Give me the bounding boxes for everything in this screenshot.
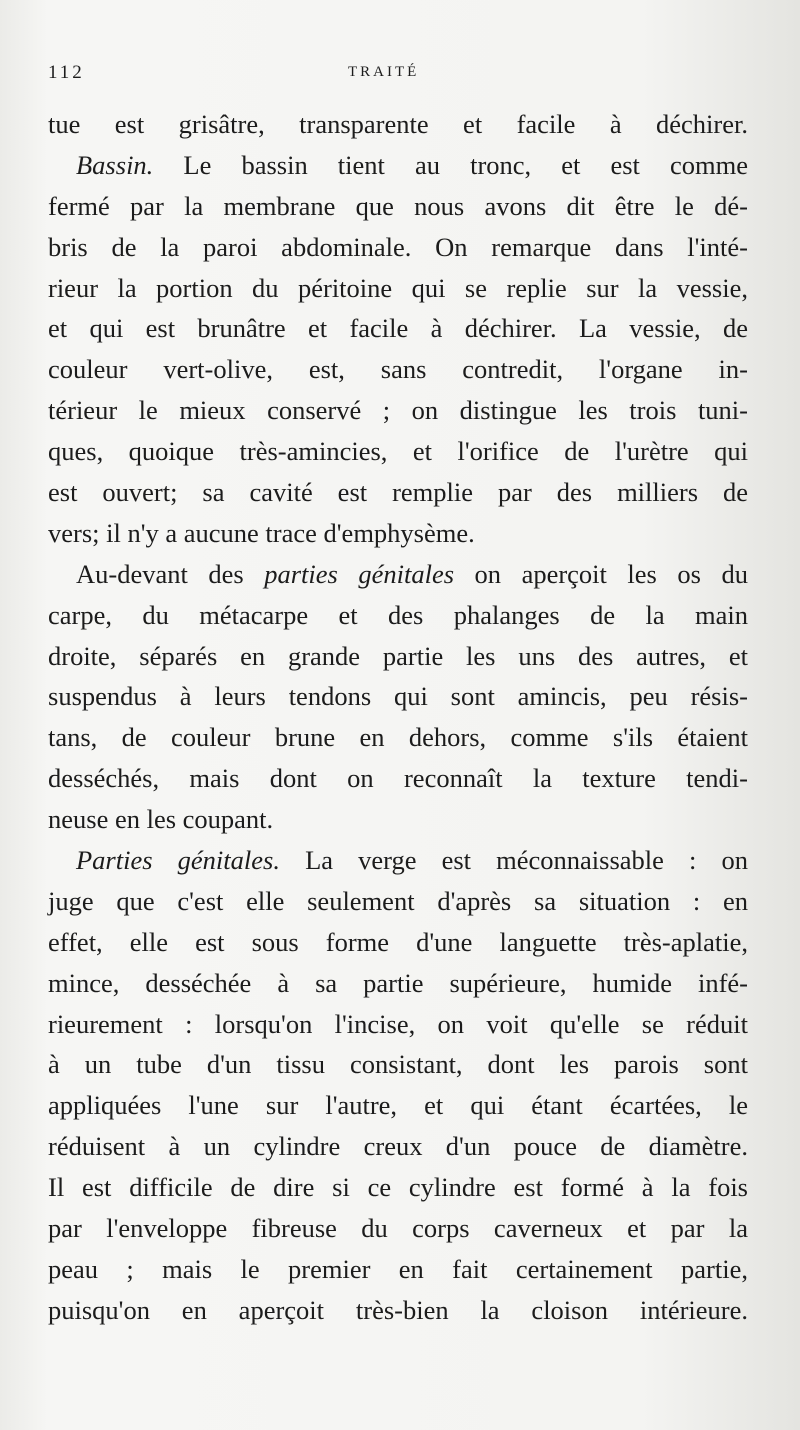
text-line-24: à un tube d'un tissu consistant, dont les parois sont — [48, 1049, 748, 1080]
text-line-13: carpe, du métacarpe et des phalanges de la main — [48, 599, 748, 630]
text-line-26: réduisent à un cylindre creux d'un pouce de diamètre. — [48, 1131, 748, 1162]
text-line-28: par l'enveloppe fibreuse du corps caverneux et par la — [48, 1213, 748, 1244]
text-line-1: tue est grisâtre, transparente et facile à déchirer. — [48, 109, 748, 139]
text-line-16: tans, de couleur brune en dehors, comme s'ils étaient — [48, 722, 748, 753]
emphasis-parties-genitales: parties génitales — [264, 558, 455, 589]
section-heading-bassin: Bassin. — [76, 149, 154, 180]
section-heading-parties-genitales: Parties génitales. — [76, 845, 280, 876]
running-head: TRAITÉ — [348, 64, 420, 80]
text-line-27: Il est difficile de dire si ce cylindre est formé à la fois — [48, 1172, 748, 1203]
text-line-6: et qui est brunâtre et facile à déchirer. La vessie, de — [48, 313, 748, 344]
text-line-25: appliquées l'une sur l'autre, et qui étant écartées, le — [48, 1090, 748, 1121]
text-line-2: Bassin. Le bassin tient au tronc, et est comme — [76, 149, 748, 180]
text-line-18: neuse en les coupant. — [48, 804, 274, 835]
text-line-17: desséchés, mais dont on reconnaît la texture tendi- — [48, 763, 748, 794]
body-text — [48, 104, 748, 1331]
text-line-5: rieur la portion du péritoine qui se replie sur la vessie, — [48, 272, 748, 303]
page-header — [48, 62, 748, 88]
text-line-21: effet, elle est sous forme d'une languette très-aplatie, — [48, 926, 748, 957]
text-line-15: suspendus à leurs tendons qui sont amincis, peu résis- — [48, 681, 748, 712]
text-line-9: ques, quoique très-amincies, et l'orifice de l'urètre qui — [48, 436, 748, 467]
text-line-12: Au-devant des parties génitales on aperçoit les os du — [76, 558, 748, 589]
text-line-11: vers; il n'y a aucune trace d'emphysème. — [48, 517, 475, 548]
text-line-30: puisqu'on en aperçoit très-bien la cloison intérieure. — [48, 1294, 748, 1325]
text-line-10: est ouvert; sa cavité est remplie par des milliers de — [48, 477, 748, 508]
text-line-14: droite, séparés en grande partie les uns des autres, et — [48, 640, 748, 671]
text-line-23: rieurement : lorsqu'on l'incise, on voit qu'elle se réduit — [48, 1008, 748, 1039]
text-line-7: couleur vert-olive, est, sans contredit, l'organe in- — [48, 354, 748, 385]
text-line-29: peau ; mais le premier en fait certainement partie, — [48, 1253, 748, 1284]
page-number: 112 — [48, 62, 85, 83]
text-line-22: mince, desséchée à sa partie supérieure, humide infé- — [48, 967, 748, 998]
text-line-4: bris de la paroi abdominale. On remarque dans l'inté- — [48, 231, 748, 262]
text-line-19: Parties génitales. La verge est méconnaissable : on — [76, 845, 748, 876]
text-line-20: juge que c'est elle seulement d'après sa situation : en — [48, 885, 748, 916]
text-line-3: fermé par la membrane que nous avons dit être le dé- — [48, 190, 748, 221]
text-line-8: térieur le mieux conservé ; on distingue les trois tuni- — [48, 395, 748, 426]
